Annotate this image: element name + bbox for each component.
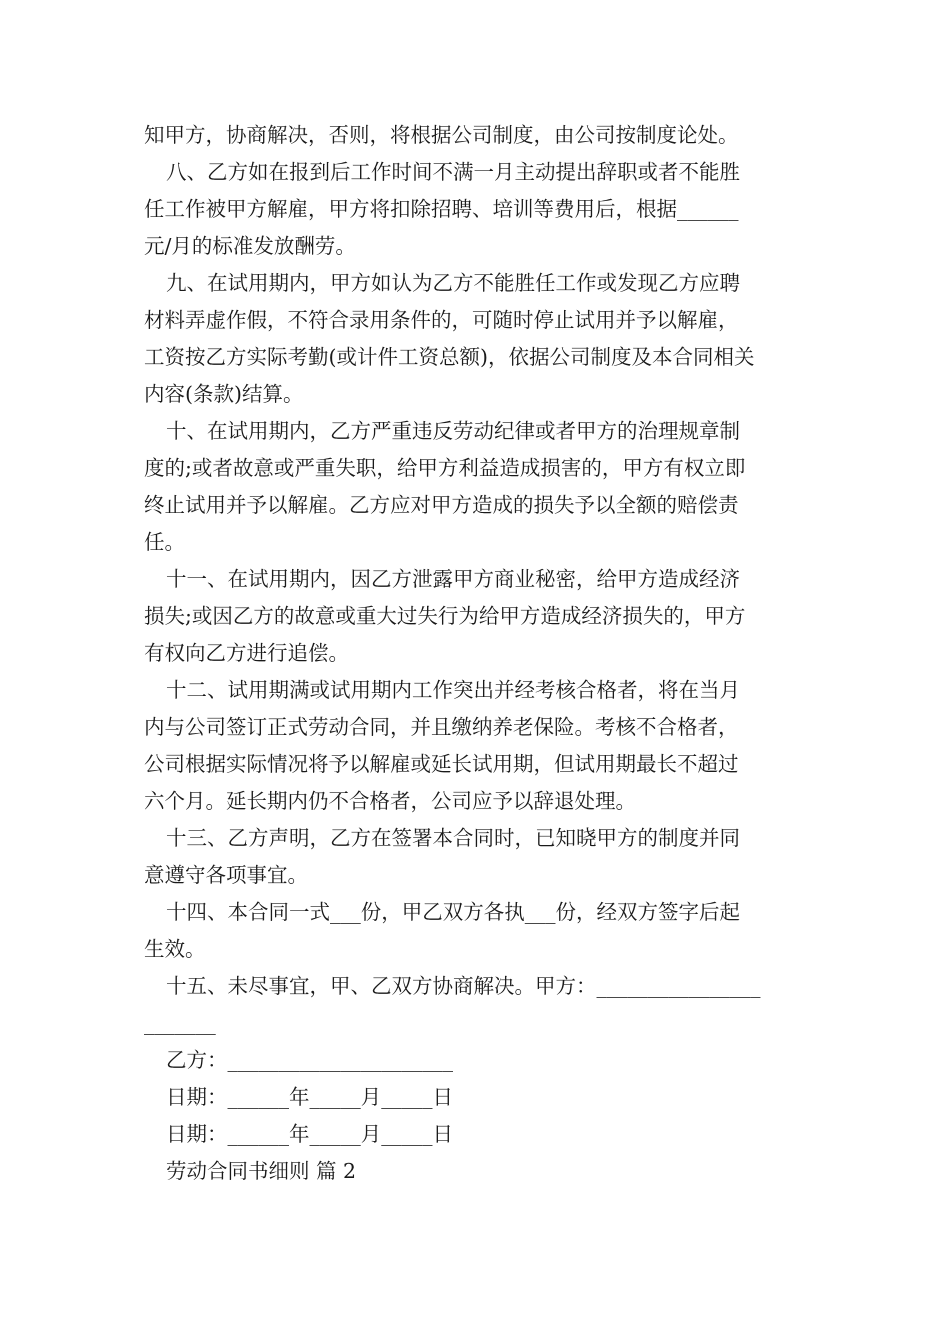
clause-13-line: 意遵守各项事宜。 (144, 863, 308, 887)
clause-15-line: 十五、未尽事宜，甲、乙双方协商解决。甲方：________________ (166, 974, 761, 998)
date-line: 日期：______年_____月_____日 (166, 1122, 453, 1146)
clause-9-line: 九、在试用期内，甲方如认为乙方不能胜任工作或发现乙方应聘 (166, 271, 740, 295)
clause-12-line: 十二、试用期满或试用期内工作突出并经考核合格者，将在当月 (166, 678, 740, 702)
clause-10-line: 十、在试用期内，乙方严重违反劳动纪律或者甲方的治理规章制 (166, 419, 740, 443)
clause-9-line: 内容(条款)结算。 (144, 382, 304, 406)
date-line: 日期：______年_____月_____日 (166, 1085, 453, 1109)
text-line: 知甲方，协商解决，否则，将根据公司制度，由公司按制度论处。 (144, 123, 739, 147)
clause-11-line: 有权向乙方进行追偿。 (144, 641, 349, 665)
clause-9-line: 工资按乙方实际考勤(或计件工资总额)，依据公司制度及本合同相关 (144, 345, 755, 369)
document-body (144, 117, 806, 1190)
party-b-signature-line: 乙方：______________________ (166, 1048, 453, 1072)
clause-10-line: 度的;或者故意或严重失职，给甲方利益造成损害的，甲方有权立即 (144, 456, 746, 480)
section-heading: 劳动合同书细则 篇 2 (166, 1159, 357, 1183)
clause-10-line: 终止试用并予以解雇。乙方应对甲方造成的损失予以全额的赔偿责 (144, 493, 739, 517)
clause-14-line: 生效。 (144, 937, 206, 961)
clause-8-line: 元/月的标准发放酬劳。 (144, 234, 356, 258)
clause-11-line: 十一、在试用期内，因乙方泄露甲方商业秘密，给甲方造成经济 (166, 567, 740, 591)
clause-11-line: 损失;或因乙方的故意或重大过失行为给甲方造成经济损失的，甲方 (144, 604, 746, 628)
clause-12-line: 内与公司签订正式劳动合同，并且缴纳养老保险。考核不合格者， (144, 715, 739, 739)
clause-10-line: 任。 (144, 530, 185, 554)
clause-9-line: 材料弄虚作假，不符合录用条件的，可随时停止试用并予以解雇， (144, 308, 739, 332)
clause-13-line: 十三、乙方声明，乙方在签署本合同时，已知晓甲方的制度并同 (166, 826, 740, 850)
clause-8-line: 八、乙方如在报到后工作时间不满一月主动提出辞职或者不能胜 (166, 160, 740, 184)
clause-12-line: 公司根据实际情况将予以解雇或延长试用期，但试用期最长不超过 (144, 752, 739, 776)
party-a-signature-line: _______ (144, 1011, 216, 1035)
clause-8-line: 任工作被甲方解雇，甲方将扣除招聘、培训等费用后，根据______ (144, 197, 739, 221)
clause-12-line: 六个月。延长期内仍不合格者，公司应予以辞退处理。 (144, 789, 636, 813)
clause-14-line: 十四、本合同一式___份，甲乙双方各执___份，经双方签字后起 (166, 900, 740, 924)
